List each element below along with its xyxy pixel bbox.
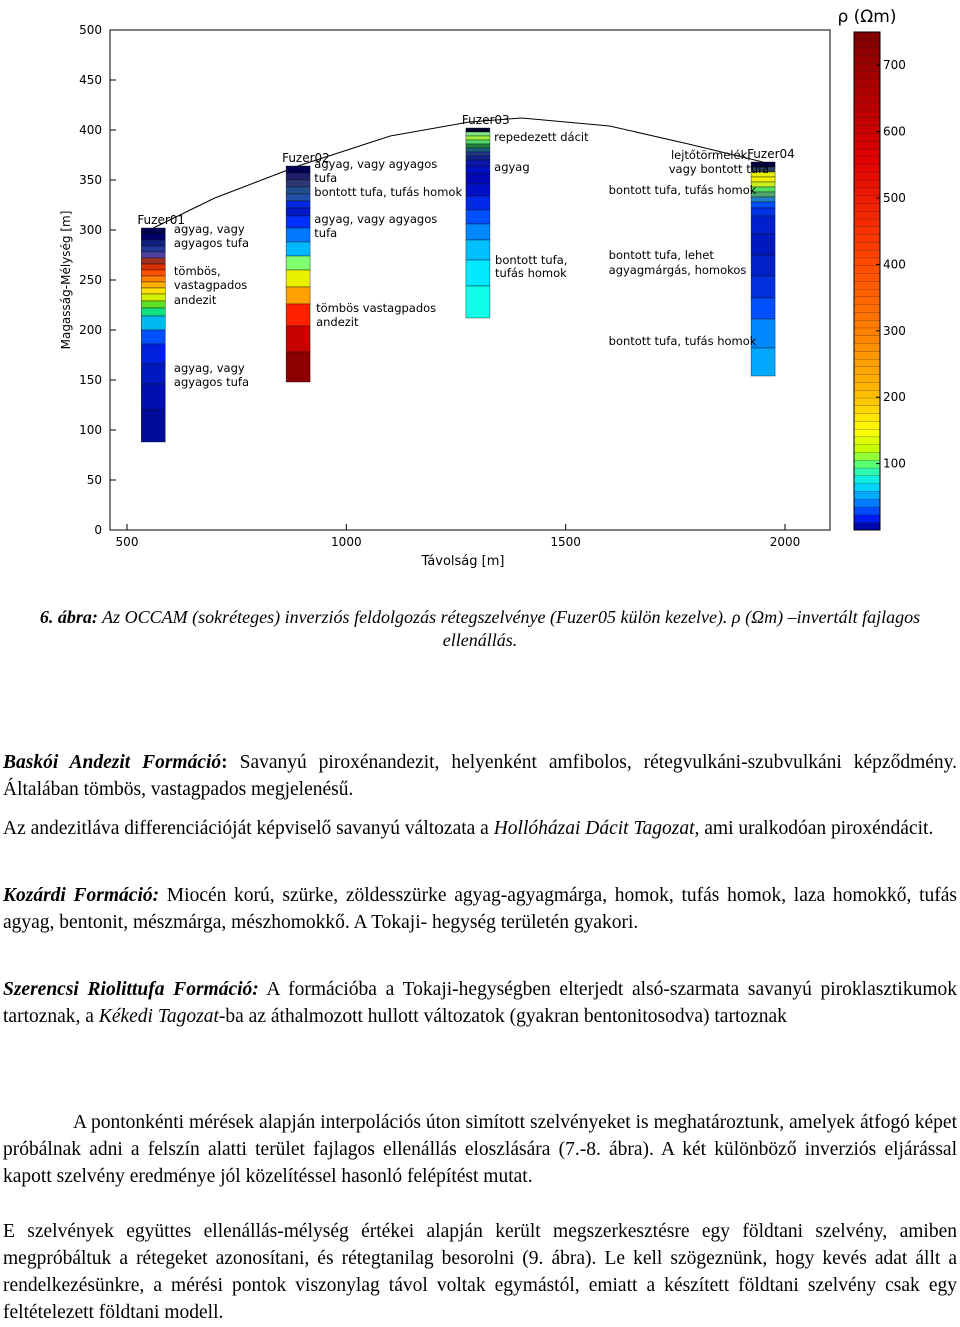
resistivity-layer — [751, 202, 775, 208]
borehole-label: Fuzer04 — [747, 147, 795, 161]
term-kekedi: Kékedi Tagozat — [98, 1006, 219, 1027]
paragraph-interpolation — [3, 1109, 957, 1190]
resistivity-layer — [141, 264, 165, 270]
colorbar-segment — [854, 514, 880, 522]
lithology-label: tufa — [314, 171, 338, 185]
colorbar-segment — [854, 351, 880, 359]
y-tick-label: 500 — [79, 23, 102, 37]
kozardi-text: Miocén korú, szürke, zöldesszürke agyag-agyagmárga, homok, tufás homok, laza homokkő, tufás agyag, bentonit, mészmárga, mészhomokkő. A Tokaji- hegység területén gyakori. — [3, 885, 957, 933]
colorbar-segment — [854, 164, 880, 172]
colorbar-tick-label: 200 — [883, 390, 906, 405]
lithology-label: bontott tufa, lehet — [608, 248, 714, 262]
colorbar-segment — [854, 203, 880, 211]
resistivity-layer — [286, 216, 310, 228]
resistivity-layer — [751, 276, 775, 298]
resistivity-layer — [466, 240, 490, 260]
colorbar-segment — [854, 125, 880, 133]
resistivity-layer — [466, 196, 490, 210]
resistivity-layer — [286, 242, 310, 256]
lithology-label: tömbös vastagpados — [316, 301, 437, 315]
colorbar-segment — [854, 133, 880, 141]
y-tick-label: 50 — [86, 473, 102, 487]
paragraph-szerencsi — [3, 976, 957, 1030]
interpolation-text: A pontonkénti mérések alapján interpolációs úton simított szelvényeket is meghatároztunk, amelyek átfogó képet próbálnak adni a felszín alatti terület fajlagos ellenállás eloszlására (7.-8. ábra). A két különböző inverziós eljárással kapott szelvény eredménye jól közelítéssel hasonló felépítést mutat. — [3, 1112, 957, 1187]
colorbar-segment — [854, 94, 880, 102]
resistivity-layer — [466, 260, 490, 286]
resistivity-section-figure — [0, 0, 960, 580]
colorbar-segment — [854, 374, 880, 382]
y-tick-label: 400 — [79, 123, 102, 137]
resistivity-layer — [141, 364, 165, 384]
colorbar-segment — [854, 398, 880, 406]
lithology-label: vagy bontott tufa — [668, 162, 770, 176]
colorbar-segment — [854, 195, 880, 203]
szerencsi-text-a: A formációba a Tokaji-hegységben elterjedt alsó-szarmata savanyú piroklasztikumok tartoznak, a — [3, 979, 958, 1027]
y-tick-label: 0 — [94, 523, 102, 537]
resistivity-layer — [751, 177, 775, 182]
resistivity-layer — [751, 216, 775, 234]
colorbar-segment — [854, 219, 880, 227]
resistivity-layer — [141, 308, 165, 316]
colorbar-tick-label: 400 — [883, 257, 906, 272]
resistivity-layer — [286, 326, 310, 352]
y-tick-label: 350 — [79, 173, 102, 187]
lithology-label: lejtőtörmelék, — [670, 148, 751, 162]
colorbar-segment — [854, 382, 880, 390]
lithology-label: agyag, vagy agyagos — [314, 212, 438, 226]
resistivity-layer — [286, 352, 310, 382]
term-baskoi: Baskói Andezit Formáció — [3, 752, 222, 773]
resistivity-layer — [466, 210, 490, 224]
resistivity-layer — [466, 132, 490, 136]
resistivity-layer — [751, 234, 775, 255]
borehole-label: Fuzer01 — [137, 213, 186, 227]
colorbar-tick-label: 700 — [883, 58, 906, 73]
colorbar-segment — [854, 79, 880, 87]
colorbar-segment — [854, 367, 880, 375]
resistivity-layer — [466, 128, 490, 132]
resistivity-layer — [466, 148, 490, 152]
y-axis-label: Magasság-Mélység [m] — [59, 210, 73, 350]
resistivity-layer — [141, 330, 165, 344]
y-tick-label: 150 — [79, 373, 102, 387]
resistivity-layer — [751, 348, 775, 376]
x-tick-label: 1500 — [550, 535, 581, 549]
y-tick-label: 200 — [79, 323, 102, 337]
resistivity-layer — [141, 316, 165, 330]
colorbar-segment — [854, 110, 880, 118]
colorbar-segment — [854, 304, 880, 312]
colorbar-segment — [854, 63, 880, 71]
colorbar-segment — [854, 227, 880, 235]
lithology-label: agyagos tufa — [173, 236, 250, 250]
resistivity-layer — [286, 287, 310, 304]
x-axis-label: Távolság [m] — [421, 554, 505, 569]
resistivity-layer — [141, 228, 165, 234]
colorbar-segment — [854, 55, 880, 63]
colorbar — [854, 32, 906, 530]
resistivity-layer — [141, 234, 165, 240]
lithology-label: agyag — [494, 160, 530, 174]
geological-section-text: E szelvények együttes ellenállás-mélység értékei alapján került megszerkesztésre egy földtani szelvény, amiben megpróbáltuk a rétegeket azonosítani, és rétegtanilag besorolni (9. ábra). Le kell szögeznünk, hogy kevés adat állt a rendelkezésünkre, a mérési pontok viszonylag távol voltak egymástól, emiatt a készített földtani szelvény csak egy feltételezett földtani modell. — [3, 1221, 957, 1323]
borehole-label: Fuzer03 — [461, 113, 510, 127]
colorbar-segment — [854, 281, 880, 289]
colorbar-tick-label: 100 — [883, 456, 906, 471]
lithology-label: tufás homok — [495, 266, 567, 280]
paragraph-andezitlava — [3, 815, 957, 842]
resistivity-layer — [466, 140, 490, 144]
colorbar-segment — [854, 149, 880, 157]
lithology-label: bontott tufa, tufás homok — [608, 183, 757, 197]
resistivity-layer — [466, 286, 490, 318]
szerencsi-text-b: -ba az áthalmozott hullott változatok (gyakran bentonitosodva) tartoznak — [218, 1006, 787, 1027]
term-hollohazai: Hollóházai Dácit Tagozat — [493, 818, 695, 839]
x-tick-label: 2000 — [769, 535, 801, 549]
colorbar-segment — [854, 234, 880, 242]
lithology-label: bontott tufa, tufás homok — [314, 185, 463, 199]
colorbar-segment — [854, 211, 880, 219]
x-tick-label: 500 — [115, 535, 139, 549]
baskoi-text: Savanyú piroxénandezit, helyenként amfibolos, rétegvulkáni-szubvulkáni képződmény. Általában tömbös, vastagpados megjelenésű. — [3, 752, 957, 800]
colorbar-segment — [854, 335, 880, 343]
lithology-label: tömbös, — [173, 264, 221, 278]
resistivity-layer — [286, 256, 310, 270]
colorbar-segment — [854, 452, 880, 460]
resistivity-layer — [751, 298, 775, 319]
resistivity-layer — [141, 252, 165, 258]
x-tick-label: 1000 — [331, 535, 362, 549]
resistivity-layer — [466, 224, 490, 240]
figure-caption — [20, 606, 940, 652]
colorbar-segment — [854, 297, 880, 305]
resistivity-layer — [286, 304, 310, 326]
colorbar-segment — [854, 413, 880, 421]
colorbar-segment — [854, 343, 880, 351]
colorbar-segment — [854, 507, 880, 515]
colorbar-segment — [854, 406, 880, 414]
resistivity-layer — [286, 228, 310, 242]
colorbar-segment — [854, 289, 880, 297]
colorbar-segment — [854, 102, 880, 110]
colorbar-segment — [854, 328, 880, 336]
resistivity-layer — [141, 246, 165, 252]
colorbar-title: ρ (Ωm) — [837, 7, 897, 27]
borehole-label: Fuzer02 — [282, 151, 330, 165]
resistivity-layer — [466, 136, 490, 140]
resistivity-layer — [286, 180, 310, 187]
colorbar-segment — [854, 40, 880, 48]
lithology-label: vastagpados — [173, 278, 248, 292]
y-tick-label: 450 — [79, 73, 102, 87]
resistivity-layer — [141, 258, 165, 264]
colorbar-segment — [854, 421, 880, 429]
colorbar-segment — [854, 499, 880, 507]
colorbar-segment — [854, 71, 880, 79]
colorbar-tick-label: 500 — [883, 191, 906, 205]
resistivity-layer — [286, 187, 310, 194]
resistivity-layer — [466, 152, 490, 156]
colorbar-segment — [854, 444, 880, 452]
resistivity-layer — [466, 166, 490, 174]
lithology-label: agyag, vagy — [173, 361, 245, 375]
lithology-label: agyag, vagy — [173, 222, 245, 236]
resistivity-layer — [141, 410, 165, 442]
caption-label: 6. ábra: — [39, 607, 98, 627]
colorbar-segment — [854, 265, 880, 273]
resistivity-layer — [466, 144, 490, 148]
resistivity-layer — [141, 344, 165, 364]
colorbar-segment — [854, 491, 880, 499]
colorbar-tick-label: 300 — [883, 323, 906, 338]
colorbar-segment — [854, 242, 880, 250]
colorbar-tick-label: 600 — [883, 124, 906, 139]
paragraph-kozardi — [3, 882, 957, 936]
resistivity-layer — [141, 301, 165, 308]
resistivity-layer — [141, 294, 165, 301]
colorbar-segment — [854, 86, 880, 94]
resistivity-layer — [141, 270, 165, 276]
colorbar-segment — [854, 172, 880, 180]
lithology-label: andezit — [316, 315, 359, 329]
y-tick-label: 100 — [79, 423, 102, 437]
resistivity-layer — [286, 201, 310, 208]
paragraph-baskoi — [3, 749, 957, 803]
resistivity-layer — [141, 282, 165, 288]
resistivity-layer — [466, 184, 490, 196]
resistivity-layer — [286, 270, 310, 287]
caption-text: Az OCCAM (sokréteges) inverziós feldolgozás rétegszelvénye (Fuzer05 külön kezelve). ρ (Ωm) –invertált fajlagos ellenállás. — [102, 607, 921, 650]
lithology-label: andezit — [173, 293, 217, 307]
colorbar-segment — [854, 250, 880, 258]
lithology-label: agyagos tufa — [173, 375, 250, 389]
colorbar-segment — [854, 483, 880, 491]
colorbar-segment — [854, 476, 880, 484]
resistivity-layer — [286, 194, 310, 201]
lithology-label: tufa — [314, 226, 338, 240]
andezitlava-text-a: Az andezitláva differenciációját képviselő savanyú változata a — [3, 818, 494, 839]
lithology-label: bontott tufa, — [495, 253, 568, 267]
colorbar-segment — [854, 32, 880, 40]
colorbar-segment — [854, 188, 880, 196]
colorbar-segment — [854, 141, 880, 149]
resistivity-layer — [141, 384, 165, 410]
andezitlava-text-b: , ami uralkodóan piroxéndácit. — [694, 818, 934, 839]
colorbar-segment — [854, 429, 880, 437]
colorbar-segment — [854, 320, 880, 328]
colorbar-segment — [854, 180, 880, 188]
y-tick-label: 250 — [79, 273, 102, 287]
resistivity-layer — [751, 208, 775, 216]
term-kozardi: Kozárdi Formáció: — [3, 885, 160, 906]
lithology-label: bontott tufa, tufás homok — [608, 334, 757, 348]
resistivity-layer — [466, 174, 490, 184]
resistivity-layer — [286, 173, 310, 180]
term-szerencsi: Szerencsi Riolittufa Formáció: — [3, 979, 259, 1000]
resistivity-layer — [286, 208, 310, 216]
resistivity-layer — [286, 166, 310, 173]
resistivity-layer — [141, 288, 165, 294]
colorbar-segment — [854, 359, 880, 367]
colorbar-segment — [854, 312, 880, 320]
resistivity-layer — [466, 160, 490, 166]
lithology-label: repedezett dácit — [494, 130, 589, 144]
colorbar-segment — [854, 468, 880, 476]
y-tick-label: 300 — [79, 223, 102, 237]
colorbar-segment — [854, 157, 880, 165]
paragraph-geological-section — [3, 1218, 957, 1326]
resistivity-layer — [141, 240, 165, 246]
colorbar-segment — [854, 437, 880, 445]
resistivity-layer — [141, 276, 165, 282]
colorbar-segment — [854, 118, 880, 126]
term-colon: : — [221, 752, 228, 773]
colorbar-segment — [854, 522, 880, 530]
resistivity-layer — [751, 255, 775, 276]
resistivity-layer — [466, 156, 490, 160]
colorbar-segment — [854, 48, 880, 56]
resistivity-layer — [751, 197, 775, 202]
lithology-label: agyagmárgás, homokos — [608, 263, 747, 277]
colorbar-segment — [854, 273, 880, 281]
lithology-label: agyag, vagy agyagos — [314, 157, 438, 171]
